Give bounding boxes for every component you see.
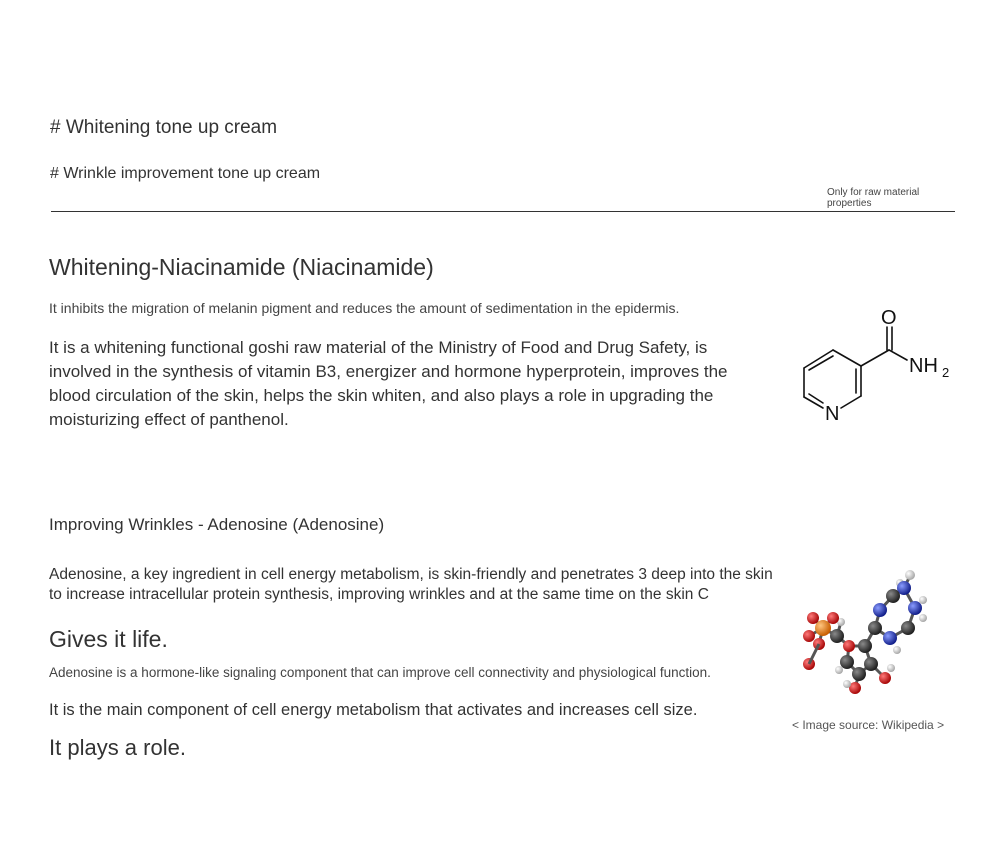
adenosine-signaling-text: Adenosine is a hormone-like signaling component that can improve cell connectivity and physiological function. bbox=[49, 665, 711, 680]
oxygen-label: O bbox=[881, 307, 897, 329]
niacinamide-heading: Whitening-Niacinamide (Niacinamide) bbox=[49, 254, 434, 280]
section-divider bbox=[51, 211, 955, 212]
amine-subscript: 2 bbox=[942, 365, 950, 380]
adenosine-emphasis-2: It plays a role. bbox=[49, 735, 186, 760]
niacinamide-summary: It inhibits the migration of melanin pigment and reduces the amount of sedimentation in the epidermis. bbox=[49, 300, 680, 316]
adenosine-heading: Improving Wrinkles - Adenosine (Adenosine) bbox=[49, 515, 385, 534]
adenosine-molecule-model bbox=[797, 566, 937, 696]
niacinamide-structure-diagram bbox=[793, 300, 958, 430]
raw-material-note: Only for raw material properties bbox=[827, 187, 920, 209]
adenosine-emphasis-1: Gives it life. bbox=[49, 626, 168, 652]
niacinamide-description: It is a whitening functional goshi raw material of the Ministry of Food and Drug Safety, is involved in the synthesis of vitamin B3, energizer and hormone hyperprotein, improves the blood circulation of the skin, helps the skin whiten, and also plays a role in upgrading the moisturizing effect of panthenol. bbox=[49, 338, 728, 429]
nitrogen-label: N bbox=[825, 403, 840, 425]
tag-whitening-cream: # Whitening tone up cream bbox=[50, 117, 278, 138]
adenosine-metabolism-text: It is the main component of cell energy metabolism that activates and increases cell size. bbox=[49, 701, 698, 719]
image-source-caption: < Image source: Wikipedia > bbox=[792, 718, 945, 732]
tag-wrinkle-cream: # Wrinkle improvement tone up cream bbox=[50, 165, 321, 182]
amine-label: NH bbox=[909, 355, 938, 377]
adenosine-description: Adenosine, a key ingredient in cell energy metabolism, is skin-friendly and penetrates 3 deep into the skin to increase intracellular protein synthesis, improving wrinkles and at the same time on the skin C bbox=[49, 566, 773, 603]
